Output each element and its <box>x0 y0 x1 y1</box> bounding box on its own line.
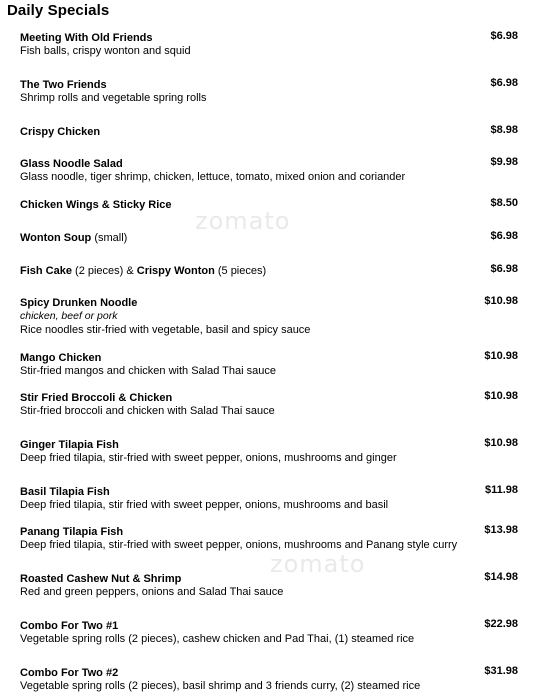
item-description: Stir-fried broccoli and chicken with Salad Thai sauce <box>20 405 275 417</box>
menu-item <box>20 76 518 106</box>
item-name: Stir Fried Broccoli & Chicken <box>20 392 173 404</box>
item-description: Vegetable spring rolls (2 pieces), cashew chicken and Pad Thai, (1) steamed rice <box>20 633 415 645</box>
item-price: $10.98 <box>484 437 518 449</box>
item-name: Mango Chicken <box>20 352 102 364</box>
menu-item <box>20 570 518 600</box>
item-price: $14.98 <box>484 571 518 583</box>
item-price: $10.98 <box>484 350 518 362</box>
item-description: Red and green peppers, onions and Salad Thai sauce <box>20 586 284 598</box>
item-name: Ginger Tilapia Fish <box>20 439 119 451</box>
menu-item <box>20 617 518 647</box>
menu-item <box>20 262 518 277</box>
item-name: Combo For Two #2 <box>20 667 119 679</box>
menu-item <box>20 349 518 379</box>
item-description: Deep fried tilapia, stir-fried with sweet pepper, onions, mushrooms and ginger <box>20 452 397 464</box>
item-description: Deep fried tilapia, stir-fried with sweet pepper, onions, mushrooms and Panang style curry <box>20 539 458 551</box>
item-price: $10.98 <box>484 295 518 307</box>
item-price: $6.98 <box>490 30 518 42</box>
item-price: $13.98 <box>484 524 518 536</box>
item-price: $6.98 <box>490 230 518 242</box>
item-description: Vegetable spring rolls (2 pieces), basil shrimp and 3 friends curry, (2) steamed rice <box>20 680 421 692</box>
menu-item <box>20 29 518 59</box>
item-price: $8.50 <box>490 197 518 209</box>
item-options: chicken, beef or pork <box>20 310 118 322</box>
menu-item <box>20 483 518 513</box>
item-name: Crispy Wonton <box>136 265 215 277</box>
item-description: Shrimp rolls and vegetable spring rolls <box>20 92 207 104</box>
menu-item <box>20 155 518 185</box>
item-description: Fish balls, crispy wonton and squid <box>20 45 191 57</box>
menu-item <box>20 389 518 419</box>
item-description: Rice noodles stir-fried with vegetable, basil and spicy sauce <box>20 324 311 336</box>
item-price: $9.98 <box>490 156 518 168</box>
item-name: Crispy Chicken <box>20 126 101 138</box>
item-note: (small) <box>91 232 128 244</box>
item-description: Stir-fried mangos and chicken with Salad Thai sauce <box>20 365 276 377</box>
item-price: $11.98 <box>484 484 518 496</box>
item-name: Basil Tilapia Fish <box>20 486 110 498</box>
page-title: Daily Specials <box>7 2 110 19</box>
item-name: Combo For Two #1 <box>20 620 119 632</box>
item-name: Wonton Soup <box>20 232 92 244</box>
item-description: Deep fried tilapia, stir fried with sweet pepper, onions, mushrooms and basil <box>20 499 389 511</box>
item-name: Roasted Cashew Nut & Shrimp <box>20 573 182 585</box>
item-name: Chicken Wings & Sticky Rice <box>20 199 172 211</box>
item-price: $10.98 <box>484 390 518 402</box>
item-name: Meeting With Old Friends <box>20 32 153 44</box>
item-price: $8.98 <box>490 124 518 136</box>
menu-item <box>20 196 518 211</box>
item-price: $6.98 <box>490 77 518 89</box>
item-name: Spicy Drunken Noodle <box>20 297 138 309</box>
item-price: $31.98 <box>484 665 518 677</box>
menu-item <box>20 664 518 694</box>
menu-item <box>20 294 518 338</box>
item-name: Panang Tilapia Fish <box>20 526 124 538</box>
item-name: The Two Friends <box>20 79 107 91</box>
menu-item <box>20 523 518 553</box>
item-description: Glass noodle, tiger shrimp, chicken, lettuce, tomato, mixed onion and coriander <box>20 171 406 183</box>
menu-item <box>20 436 518 466</box>
item-name: Fish Cake <box>20 265 72 277</box>
item-price: $22.98 <box>484 618 518 630</box>
item-note: (5 pieces) <box>214 265 267 277</box>
zomato-watermark: zomato <box>195 207 291 235</box>
zomato-watermark: zomato <box>270 550 366 578</box>
menu-item <box>20 229 518 244</box>
item-name: Glass Noodle Salad <box>20 158 123 170</box>
item-note: (2 pieces) & <box>71 265 137 277</box>
item-price: $6.98 <box>490 263 518 275</box>
menu-item <box>20 123 518 138</box>
